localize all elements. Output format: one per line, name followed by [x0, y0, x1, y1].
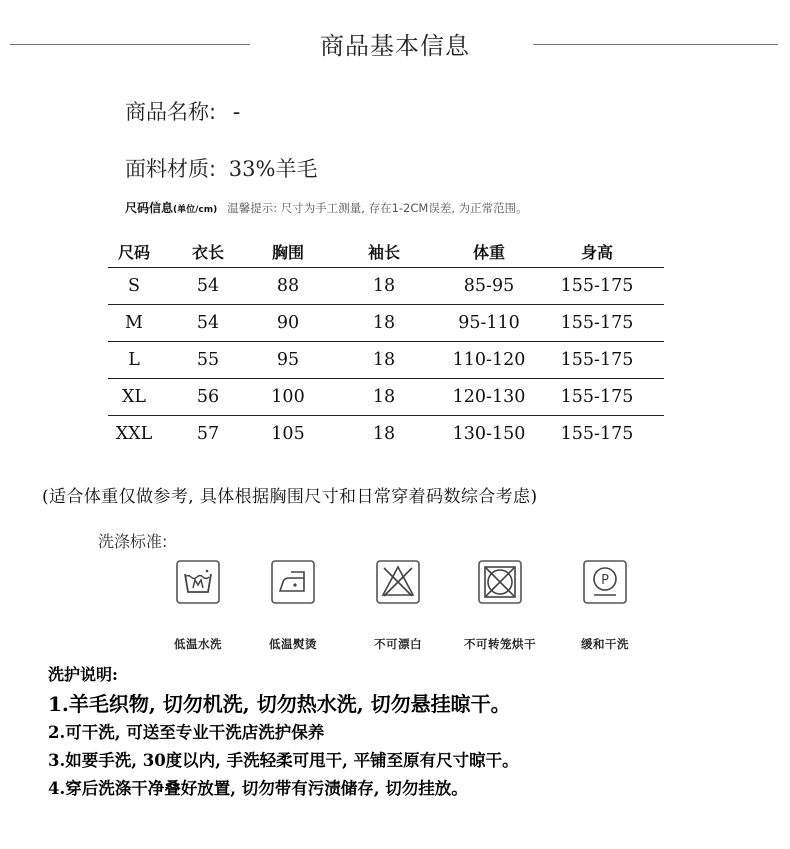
cell-size: L [108, 342, 160, 379]
size-info-tip: 温馨提示: 尺寸为手工测量, 存在1-2CM误差, 为正常范围。 [227, 201, 528, 215]
cell-size: S [108, 268, 160, 305]
size-table-header [108, 235, 664, 268]
material-label: 面料材质: [125, 157, 217, 181]
cell-length: 54 [160, 268, 256, 305]
table-row [108, 416, 664, 453]
size-note: (适合体重仅做参考, 具体根据胸围尺寸和日常穿着码数综合考虑) [42, 487, 538, 507]
table-row [108, 268, 664, 305]
cell-sleeve: 18 [320, 342, 448, 379]
cell-weight: 95-110 [448, 305, 530, 342]
cell-chest: 100 [256, 379, 320, 416]
size-table [108, 235, 664, 452]
table-row [108, 305, 664, 342]
low-temp-wash-icon [176, 560, 220, 604]
svg-text:P: P [601, 573, 609, 588]
care-line-1: 1.羊毛织物, 切勿机洗, 切勿热水洗, 切勿悬挂晾干。 [48, 692, 511, 716]
product-name-label: 商品名称: [125, 100, 217, 124]
product-name-row [125, 96, 240, 126]
header-height: 身高 [530, 235, 664, 268]
cell-height: 155-175 [530, 268, 664, 305]
size-info [125, 199, 528, 216]
cell-sleeve: 18 [320, 305, 448, 342]
product-name-value: - [232, 100, 241, 124]
care-item-no-tumble-dry [445, 560, 555, 652]
cell-height: 155-175 [530, 342, 664, 379]
cell-sleeve: 18 [320, 268, 448, 305]
table-row [108, 379, 664, 416]
low-temp-iron-icon [271, 560, 315, 604]
material-row [125, 153, 317, 183]
material-value: 33%羊毛 [228, 157, 318, 181]
care-line-3: 3.如要手洗, 30度以内, 手洗轻柔可甩干, 平铺至原有尺寸晾干。 [48, 751, 519, 770]
cell-weight: 130-150 [452, 424, 526, 444]
header-chest: 胸围 [256, 235, 320, 268]
cell-length: 54 [160, 305, 256, 342]
header-weight: 体重 [448, 235, 530, 268]
no-bleach-icon [376, 560, 420, 604]
cell-chest: 88 [256, 268, 320, 305]
size-info-unit: (单位/cm) [173, 205, 218, 215]
page-title: 商品基本信息 [320, 32, 470, 60]
cell-weight: 110-120 [448, 342, 530, 379]
cell-length: 57 [196, 424, 220, 444]
cell-size: XL [108, 379, 160, 416]
cell-size: XXL [115, 424, 153, 444]
cell-length: 56 [160, 379, 256, 416]
no-tumble-dry-icon [478, 560, 522, 604]
cell-weight: 120-130 [448, 379, 530, 416]
care-item-low-temp-wash [143, 560, 253, 652]
care-label-no-bleach: 不可漂白 [374, 637, 422, 651]
cell-chest: 90 [256, 305, 320, 342]
header-length: 衣长 [160, 235, 256, 268]
care-line-4: 4.穿后洗涤干净叠好放置, 切勿带有污渍储存, 切勿挂放。 [48, 779, 468, 798]
care-label-low-temp-iron: 低温熨烫 [269, 637, 317, 651]
cell-sleeve: 18 [320, 379, 448, 416]
care-label-no-tumble-dry: 不可转笼烘干 [464, 637, 536, 651]
care-item-low-temp-iron [238, 560, 348, 652]
header-size: 尺码 [108, 235, 160, 268]
header-sleeve: 袖长 [320, 235, 448, 268]
care-line-2: 2.可干洗, 可送至专业干洗店洗护保养 [48, 723, 325, 742]
cell-height: 155-175 [530, 379, 664, 416]
care-item-gentle-dry-clean [550, 560, 660, 652]
care-item-no-bleach [343, 560, 453, 652]
cell-chest: 105 [271, 424, 305, 444]
care-instructions-title: 洗护说明: [48, 665, 118, 684]
cell-size: M [108, 305, 160, 342]
cell-length: 55 [160, 342, 256, 379]
cell-height: 155-175 [560, 424, 634, 444]
care-label-gentle-dry-clean: 缓和干洗 [581, 637, 629, 651]
cell-height: 155-175 [530, 305, 664, 342]
cell-weight: 85-95 [448, 268, 530, 305]
cell-sleeve: 18 [372, 424, 396, 444]
table-row [108, 342, 664, 379]
care-instructions [48, 662, 519, 803]
cell-chest: 95 [256, 342, 320, 379]
washing-title: 洗涤标准: [98, 532, 168, 551]
size-info-label: 尺码信息 [125, 201, 174, 215]
gentle-dry-clean-icon [583, 560, 627, 604]
care-label-low-temp-wash: 低温水洗 [174, 637, 222, 651]
